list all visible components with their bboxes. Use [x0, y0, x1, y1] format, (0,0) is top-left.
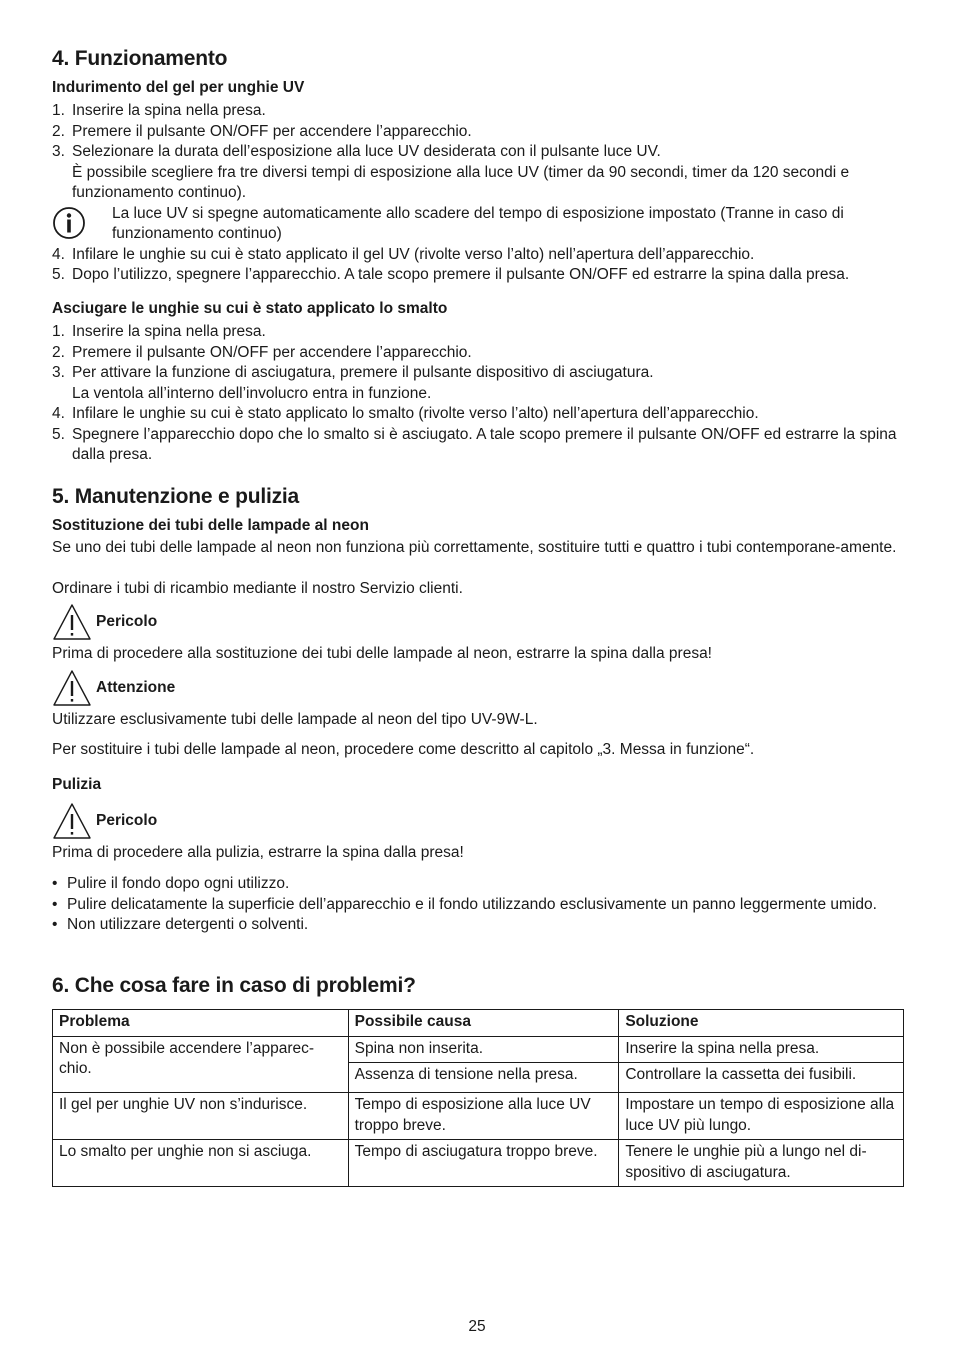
list-item: • Pulire delicatamente la superficie dell’apparecchio e il fondo utilizzando esclusivamente un panno leggermente umido.: [52, 895, 877, 913]
section-4-title: 4. Funzionamento: [52, 47, 228, 70]
table-row: [53, 1140, 904, 1187]
table-cell: Tempo di asciugatura troppo breve.: [348, 1140, 619, 1187]
list-item: 2. Premere il pulsante ON/OFF per accendere l’apparecchio.: [52, 122, 472, 140]
table-header: Soluzione: [619, 1010, 904, 1037]
warning-label: Pericolo: [96, 613, 158, 630]
list-item: 2. Premere il pulsante ON/OFF per accendere l’apparecchio.: [52, 343, 472, 361]
list-item: 1. Inserire la spina nella presa.: [52, 102, 266, 119]
list-item: • Pulire il fondo dopo ogni utilizzo.: [52, 875, 290, 892]
troubleshooting-table: [52, 1009, 904, 1187]
list-item: 3. Selezionare la durata dell’esposizione alla luce UV desiderata con il pulsante luce UV. È possibile scegliere fra tre diversi tempi di esposizione alla luce UV (timer da 90 secondi, timer da 120 secondi e funzionamento continuo).: [52, 143, 850, 201]
section-5-sub2-title: Pulizia: [52, 776, 102, 793]
list-item: • Non utilizzare detergenti o solventi.: [52, 916, 309, 933]
list-item: 4. Infilare le unghie su cui è stato applicato lo smalto (rivolte verso l’alto) nell’apertura dell’apparecchio.: [52, 405, 759, 422]
section-6-title: 6. Che cosa fare in caso di problemi?: [52, 974, 416, 997]
list-item: 3. Per attivare la funzione di asciugatura, premere il pulsante dispositivo di asciugatura. La ventola all’interno dell’involucro entra in funzione.: [52, 364, 654, 402]
warning-text: Utilizzare esclusivamente tubi delle lampade al neon del tipo UV-9W-L.: [52, 711, 538, 728]
warning-label: Pericolo: [96, 812, 158, 829]
paragraph: Se uno dei tubi delle lampade al neon non funziona più correttamente, sostituire tutti e quattro i tubi contemporane-amente.: [52, 539, 897, 556]
section-4-sub2-title: Asciugare le unghie su cui è stato applicato lo smalto: [52, 300, 448, 317]
warning-triangle-icon: [52, 802, 92, 840]
page-number: 25: [468, 1318, 486, 1335]
warning-triangle-icon: [52, 669, 92, 707]
table-row: [53, 1036, 904, 1063]
info-icon: [52, 206, 86, 240]
polish-steps-list: [52, 322, 904, 466]
table-header: Problema: [53, 1010, 349, 1037]
info-note-text: La luce UV si spegne automaticamente allo scadere del tempo di esposizione impostato (Tranne in caso di funzionamento continuo): [112, 204, 844, 242]
caution-warning: [52, 669, 175, 707]
gel-steps-list: [52, 101, 904, 286]
table-row: [53, 1093, 904, 1140]
table-cell: Lo smalto per unghie non si asciuga.: [53, 1140, 349, 1187]
table-cell: Inserire la spina nella presa.: [619, 1036, 904, 1063]
list-item: 4. Infilare le unghie su cui è stato applicato il gel UV (rivolte verso l’alto) nell’apertura dell’apparecchio.: [52, 245, 755, 263]
section-5-sub1-title: Sostituzione dei tubi delle lampade al neon: [52, 517, 369, 534]
table-header-row: [53, 1010, 904, 1037]
section-4-sub1-title: Indurimento del gel per unghie UV: [52, 79, 305, 96]
warning-text: Prima di procedere alla pulizia, estrarre la spina dalla presa!: [52, 844, 464, 861]
table-cell: Tempo di esposizione alla luce UV troppo breve.: [348, 1093, 619, 1140]
paragraph: Ordinare i tubi di ricambio mediante il nostro Servizio clienti.: [52, 580, 463, 597]
list-item: 1. Inserire la spina nella presa.: [52, 323, 266, 340]
section-5-title: 5. Manutenzione e pulizia: [52, 485, 300, 508]
warning-triangle-icon: [52, 603, 92, 641]
table-cell: Spina non inserita.: [348, 1036, 619, 1063]
table-cell: Assenza di tensione nella presa.: [348, 1063, 619, 1093]
table-header: Possibile causa: [348, 1010, 619, 1037]
table-cell: Il gel per unghie UV non s’indurisce.: [53, 1093, 349, 1140]
danger-warning: [52, 603, 157, 641]
table-cell: Non è possibile accendere l’apparec-chio.: [53, 1036, 349, 1093]
cleaning-bullets: [52, 874, 904, 936]
danger-warning: [52, 802, 157, 840]
warning-text: Prima di procedere alla sostituzione dei tubi delle lampade al neon, estrarre la spina dalla presa!: [52, 645, 712, 662]
list-item: 5. Spegnere l’apparecchio dopo che lo smalto si è asciugato. A tale scopo premere il pulsante ON/OFF ed estrarre la spina dalla presa.: [52, 425, 897, 463]
warning-label: Attenzione: [96, 679, 176, 696]
list-item: 5. Dopo l’utilizzo, spegnere l’apparecchio. A tale scopo premere il pulsante ON/OFF ed estrarre la spina dalla presa.: [52, 266, 850, 283]
table-cell: Impostare un tempo di esposizione alla luce UV più lungo.: [619, 1093, 904, 1140]
paragraph: Per sostituire i tubi delle lampade al neon, procedere come descritto al capitolo „3. Messa in funzione“.: [52, 741, 755, 758]
table-cell: Tenere le unghie più a lungo nel di-spositivo di asciugatura.: [619, 1140, 904, 1187]
info-note: [32, 204, 904, 245]
table-cell: Controllare la cassetta dei fusibili.: [619, 1063, 904, 1093]
